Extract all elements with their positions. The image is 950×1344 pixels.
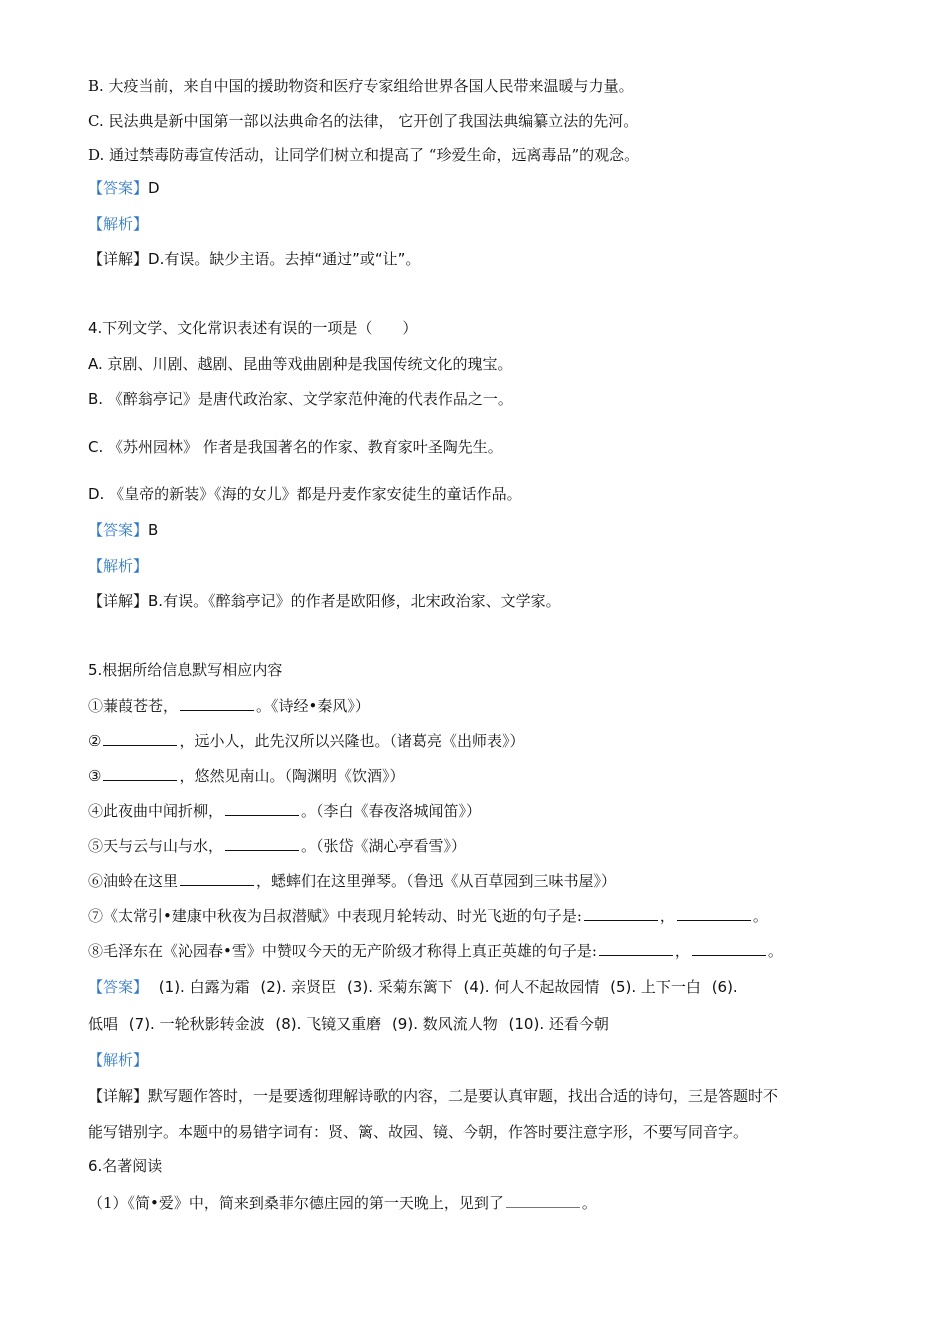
- q5-item-8-text: ⑧毛泽东在《沁园春•雪》中赞叹今天的无产阶级才称得上真正英雄的句子是:: [88, 942, 597, 960]
- fill-blank[interactable]: [692, 941, 766, 956]
- q5-answer-9: (9). 数风流人物: [391, 1015, 498, 1033]
- answer-label: 【答案】: [88, 179, 149, 197]
- detail-label: 【详解】: [88, 250, 149, 268]
- q5-answer-6-label: (6).: [711, 978, 738, 996]
- q5-item-8-end: 。: [767, 942, 783, 960]
- q5-item-4-text: ④此夜曲中闻折柳，: [88, 802, 224, 820]
- q5-item-8: [88, 941, 783, 961]
- fill-blank[interactable]: [677, 906, 751, 921]
- q6-item-1: [88, 1193, 597, 1213]
- q5-item-6-text: ⑥油蛉在这里: [88, 872, 179, 890]
- q5-item-5: [88, 836, 466, 856]
- q5-answer-1: (1). 白露为霜: [158, 978, 250, 996]
- q6-item-1-end: 。: [581, 1194, 597, 1212]
- analysis-label: 【解析】: [88, 1051, 149, 1069]
- q5-item-7-text: ⑦《太常引•建康中秋夜为吕叔潜赋》中表现月轮转动、时光飞逝的句子是:: [88, 907, 582, 925]
- q3-answer: D: [148, 179, 160, 197]
- q5-item-7-sep: ，: [659, 907, 675, 925]
- q5-answer-5: (5). 上下一白: [610, 978, 701, 996]
- q5-item-4-source: 。（李白《春夜洛城闻笛》）: [301, 802, 482, 820]
- q4-title: 4.下列文学、文化常识表述有误的一项是（ ）: [88, 319, 418, 337]
- q4-analysis-row: [88, 556, 148, 576]
- q5-item-2-source: ，远小人，此先汉所以兴隆也。（诸葛亮《出师表》）: [179, 732, 525, 750]
- q3-option-d: D. 通过禁毒防毒宣传活动，让同学们树立和提高了 “珍爱生命，远离毒品”的观念。: [88, 146, 640, 164]
- q3-answer-row: [88, 178, 160, 198]
- q5-analysis-row: [88, 1050, 148, 1070]
- q3-detail: D.有误。缺少主语。去掉“通过”或“让”。: [148, 250, 421, 268]
- q5-item-6-source: ，蟋蟀们在这里弹琴。（鲁迅《从百草园到三味书屋》）: [256, 872, 617, 890]
- q5-item-1-source: 。《诗经•秦风》）: [256, 697, 370, 715]
- q5-item-6: [88, 871, 616, 891]
- q4-option-b: B. 《醉翁亭记》是唐代政治家、文学家范仲淹的代表作品之一。: [88, 390, 513, 408]
- q5-answer-7: (7). 一轮秋影转金波: [128, 1015, 265, 1033]
- q5-item-3-text: ③: [88, 767, 102, 785]
- q5-answer-row: [88, 977, 744, 997]
- q5-item-8-sep: ，: [674, 942, 690, 960]
- fill-blank[interactable]: [180, 871, 254, 886]
- q4-detail: B.有误。《醉翁亭记》的作者是欧阳修，北宋政治家、文学家。: [148, 592, 561, 610]
- q5-item-2: [88, 731, 524, 751]
- q5-item-7-end: 。: [752, 907, 768, 925]
- q5-answer-row-2: [88, 1014, 615, 1034]
- q3-option-b: B. 大疫当前，来自中国的援助物资和医疗专家组给世界各国人民带来温暖与力量。: [88, 77, 634, 95]
- fill-blank[interactable]: [180, 696, 254, 711]
- answer-label: 【答案】: [88, 521, 149, 539]
- fill-blank[interactable]: [584, 906, 658, 921]
- q6-title: 6.名著阅读: [88, 1157, 163, 1175]
- fill-blank[interactable]: [506, 1193, 580, 1208]
- q5-detail-1: 默写题作答时，一是要透彻理解诗歌的内容，二是要认真审题，找出合适的诗句，三是答题时不: [148, 1087, 779, 1105]
- fill-blank[interactable]: [225, 801, 299, 816]
- detail-label: 【详解】: [88, 1087, 149, 1105]
- q3-detail-row: [88, 249, 420, 269]
- q5-title: 5.根据所给信息默写相应内容: [88, 661, 283, 679]
- q4-answer-row: [88, 520, 158, 540]
- q5-answer-3: (3). 采菊东篱下: [346, 978, 453, 996]
- q5-detail-row: [88, 1086, 778, 1106]
- detail-label: 【详解】: [88, 592, 149, 610]
- q5-item-2-text: ②: [88, 732, 102, 750]
- analysis-label: 【解析】: [88, 557, 149, 575]
- q5-answer-8: (8). 飞镜又重磨: [275, 1015, 382, 1033]
- q4-option-a: A. 京剧、川剧、越剧、昆曲等戏曲剧种是我国传统文化的瑰宝。: [88, 355, 513, 373]
- q5-answer-2: (2). 亲贤臣: [260, 978, 337, 996]
- q5-detail-row-2: 能写错别字。本题中的易错字词有：贤、篱、故园、镜、今朝，作答时要注意字形，不要写同音字。: [88, 1123, 749, 1141]
- q3-option-c: C. 民法典是新中国第一部以法典命名的法律， 它开创了我国法典编纂立法的先河。: [88, 112, 639, 130]
- q5-item-3-source: ，悠然见南山。（陶渊明《饮酒》）: [179, 767, 405, 785]
- q4-option-d: D. 《皇帝的新装》《海的女儿》都是丹麦作家安徒生的童话作品。: [88, 485, 522, 503]
- fill-blank[interactable]: [103, 731, 177, 746]
- fill-blank[interactable]: [225, 836, 299, 851]
- q5-item-5-text: ⑤天与云与山与水，: [88, 837, 224, 855]
- q5-answer-4: (4). 何人不起故园情: [463, 978, 600, 996]
- analysis-label: 【解析】: [88, 215, 149, 233]
- q5-item-1-text: ①蒹葭苍苍，: [88, 697, 179, 715]
- q5-item-1: [88, 696, 370, 716]
- q5-item-4: [88, 801, 481, 821]
- fill-blank[interactable]: [103, 766, 177, 781]
- q5-answer-10: (10). 还看今朝: [508, 1015, 609, 1033]
- q3-analysis-row: [88, 214, 148, 234]
- q4-option-c: C. 《苏州园林》 作者是我国著名的作家、教育家叶圣陶先生。: [88, 438, 503, 456]
- q5-item-7: [88, 906, 768, 926]
- q5-answer-6: 低唱: [88, 1015, 119, 1033]
- answer-label: 【答案】: [88, 978, 149, 996]
- q4-detail-row: [88, 591, 561, 611]
- q5-item-3: [88, 766, 404, 786]
- fill-blank[interactable]: [599, 941, 673, 956]
- q4-answer: B: [148, 521, 159, 539]
- q6-item-1-text: （1）《简•爱》中，简来到桑菲尔德庄园的第一天晚上，见到了: [88, 1194, 504, 1212]
- q5-item-5-source: 。（张岱《湖心亭看雪》）: [301, 837, 467, 855]
